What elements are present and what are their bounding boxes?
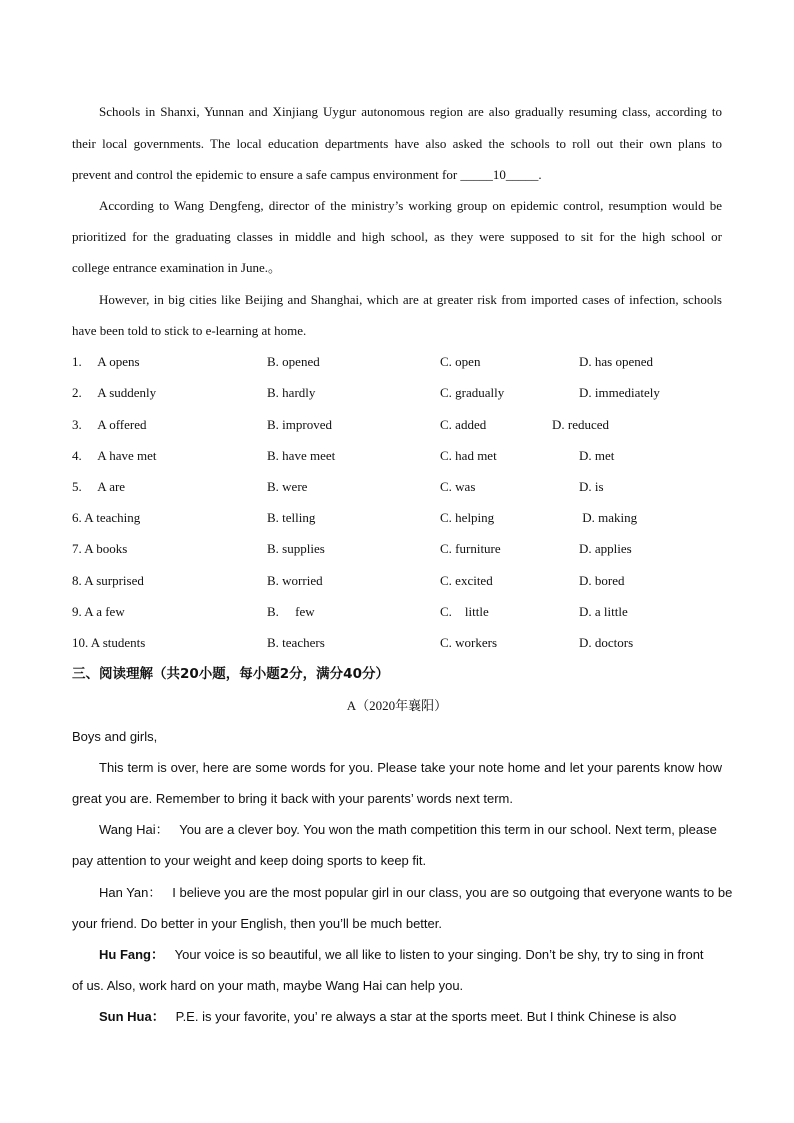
question-7-option-c: C. furniture	[440, 541, 501, 556]
question-9-option-a: 9. A a few	[72, 604, 125, 619]
comment-wang-hai-line2: pay attention to your weight and keep doing sports to keep fit.	[72, 853, 427, 868]
question-5-option-c: C. was	[440, 479, 476, 494]
question-3-option-c: C. added	[440, 417, 487, 432]
question-7-option-b: B. supplies	[267, 541, 325, 556]
question-6-option-a: 6. A teaching	[72, 510, 141, 525]
question-1-option-d: D. has opened	[579, 354, 654, 369]
comment-sun-hua	[99, 1009, 722, 1025]
question-6-option-c: C. helping	[440, 510, 495, 525]
student-name-wang-hai: Wang Hai：	[99, 822, 169, 837]
comment-wang-hai	[99, 822, 722, 838]
question-3-option-a: 3. A offered	[72, 417, 147, 432]
question-7-option-a: 7. A books	[72, 541, 128, 556]
passage-p2-line3: college entrance examination in June.。	[72, 260, 282, 275]
question-4-option-d: D. met	[579, 448, 615, 463]
passage-p3-line2: have been told to stick to e-learning at home.	[72, 323, 307, 338]
passage-p1-line1: Schools in Shanxi, Yunnan and Xinjiang Uygur autonomous region are also gradually resuming class, according to	[99, 104, 722, 119]
question-5-option-b: B. were	[267, 479, 308, 494]
passage-p1-line3: prevent and control the epidemic to ensure a safe campus environment for _____10_____.	[72, 167, 542, 182]
question-10-option-b: B. teachers	[267, 635, 325, 650]
question-8-option-d: D. bored	[579, 573, 625, 588]
letter-intro-line2: great you are. Remember to bring it back with your parents’ words next term.	[72, 791, 513, 806]
question-4-option-c: C. had met	[440, 448, 497, 463]
passage-p2-line1: According to Wang Dengfeng, director of the ministry’s working group on epidemic control, resumption would be	[99, 198, 722, 213]
student-name-hu-fang: Hu Fang：	[99, 947, 164, 962]
letter-greeting: Boys and girls,	[72, 729, 158, 744]
question-4-option-b: B. have meet	[267, 448, 336, 463]
question-2-option-a: 2. A suddenly	[72, 385, 157, 400]
letter-intro-line1: This term is over, here are some words for you. Please take your note home and let your parents know how	[99, 760, 722, 775]
comment-sun-hua-text: P.E. is your favorite, you’ re always a star at the sports meet. But I think Chinese is also	[175, 1009, 677, 1024]
passage-p2-line2: prioritized for the graduating classes in middle and high school, as they were supposed to sit for the high school or	[72, 229, 722, 244]
comment-han-yan-text: I believe you are the most popular girl in our class, you are so outgoing that everyone wants to be	[172, 885, 733, 900]
question-10-option-c: C. workers	[440, 635, 498, 650]
student-name-han-yan: Han Yan：	[99, 885, 162, 900]
question-10-option-a: 10. A students	[72, 635, 146, 650]
question-10-option-d: D. doctors	[579, 635, 634, 650]
question-7-option-d: D. applies	[579, 541, 632, 556]
passage-p1-line2: their local governments. The local education departments have also asked the schools to roll out their own plans to	[72, 136, 722, 151]
question-1-option-a: 1. A opens	[72, 354, 140, 369]
student-name-sun-hua: Sun Hua：	[99, 1009, 165, 1024]
question-1-option-c: C. open	[440, 354, 481, 369]
question-2-option-d: D. immediately	[579, 385, 660, 400]
question-8-option-a: 8. A surprised	[72, 573, 144, 588]
question-6-option-b: B. telling	[267, 510, 316, 525]
question-9-option-c: C. little	[440, 604, 489, 619]
passage-p3-line1: However, in big cities like Beijing and Shanghai, which are at greater risk from imported cases of infection, schools	[99, 292, 722, 307]
question-6-option-d: D. making	[579, 510, 638, 525]
question-2-option-c: C. gradually	[440, 385, 505, 400]
question-5-option-a: 5. A are	[72, 479, 126, 494]
comment-hu-fang-line2: of us. Also, work hard on your math, maybe Wang Hai can help you.	[72, 978, 464, 993]
question-8-option-c: C. excited	[440, 573, 493, 588]
question-8-option-b: B. worried	[267, 573, 323, 588]
comment-hu-fang	[99, 947, 722, 963]
question-9-option-d: D. a little	[579, 604, 628, 619]
comment-han-yan	[99, 885, 733, 901]
question-5-option-d: D. is	[579, 479, 604, 494]
question-3-option-b: B. improved	[267, 417, 332, 432]
passage-subtitle: A（2020年襄阳）	[346, 698, 448, 713]
question-1-option-b: B. opened	[267, 354, 320, 369]
comment-wang-hai-text: You are a clever boy. You won the math competition this term in our school. Next term, please	[179, 822, 717, 837]
section-heading: 三、阅读理解（共20小题，每小题2分，满分40分）	[72, 666, 389, 682]
question-9-option-b: B. few	[267, 604, 315, 619]
question-2-option-b: B. hardly	[267, 385, 316, 400]
comment-han-yan-line2: your friend. Do better in your English, then you’ll be much better.	[72, 916, 442, 931]
comment-hu-fang-text: Your voice is so beautiful, we all like to listen to your singing. Don’t be shy, try to sing in front	[174, 947, 704, 962]
question-3-option-d: D. reduced	[552, 417, 610, 432]
question-4-option-a: 4. A have met	[72, 448, 157, 463]
